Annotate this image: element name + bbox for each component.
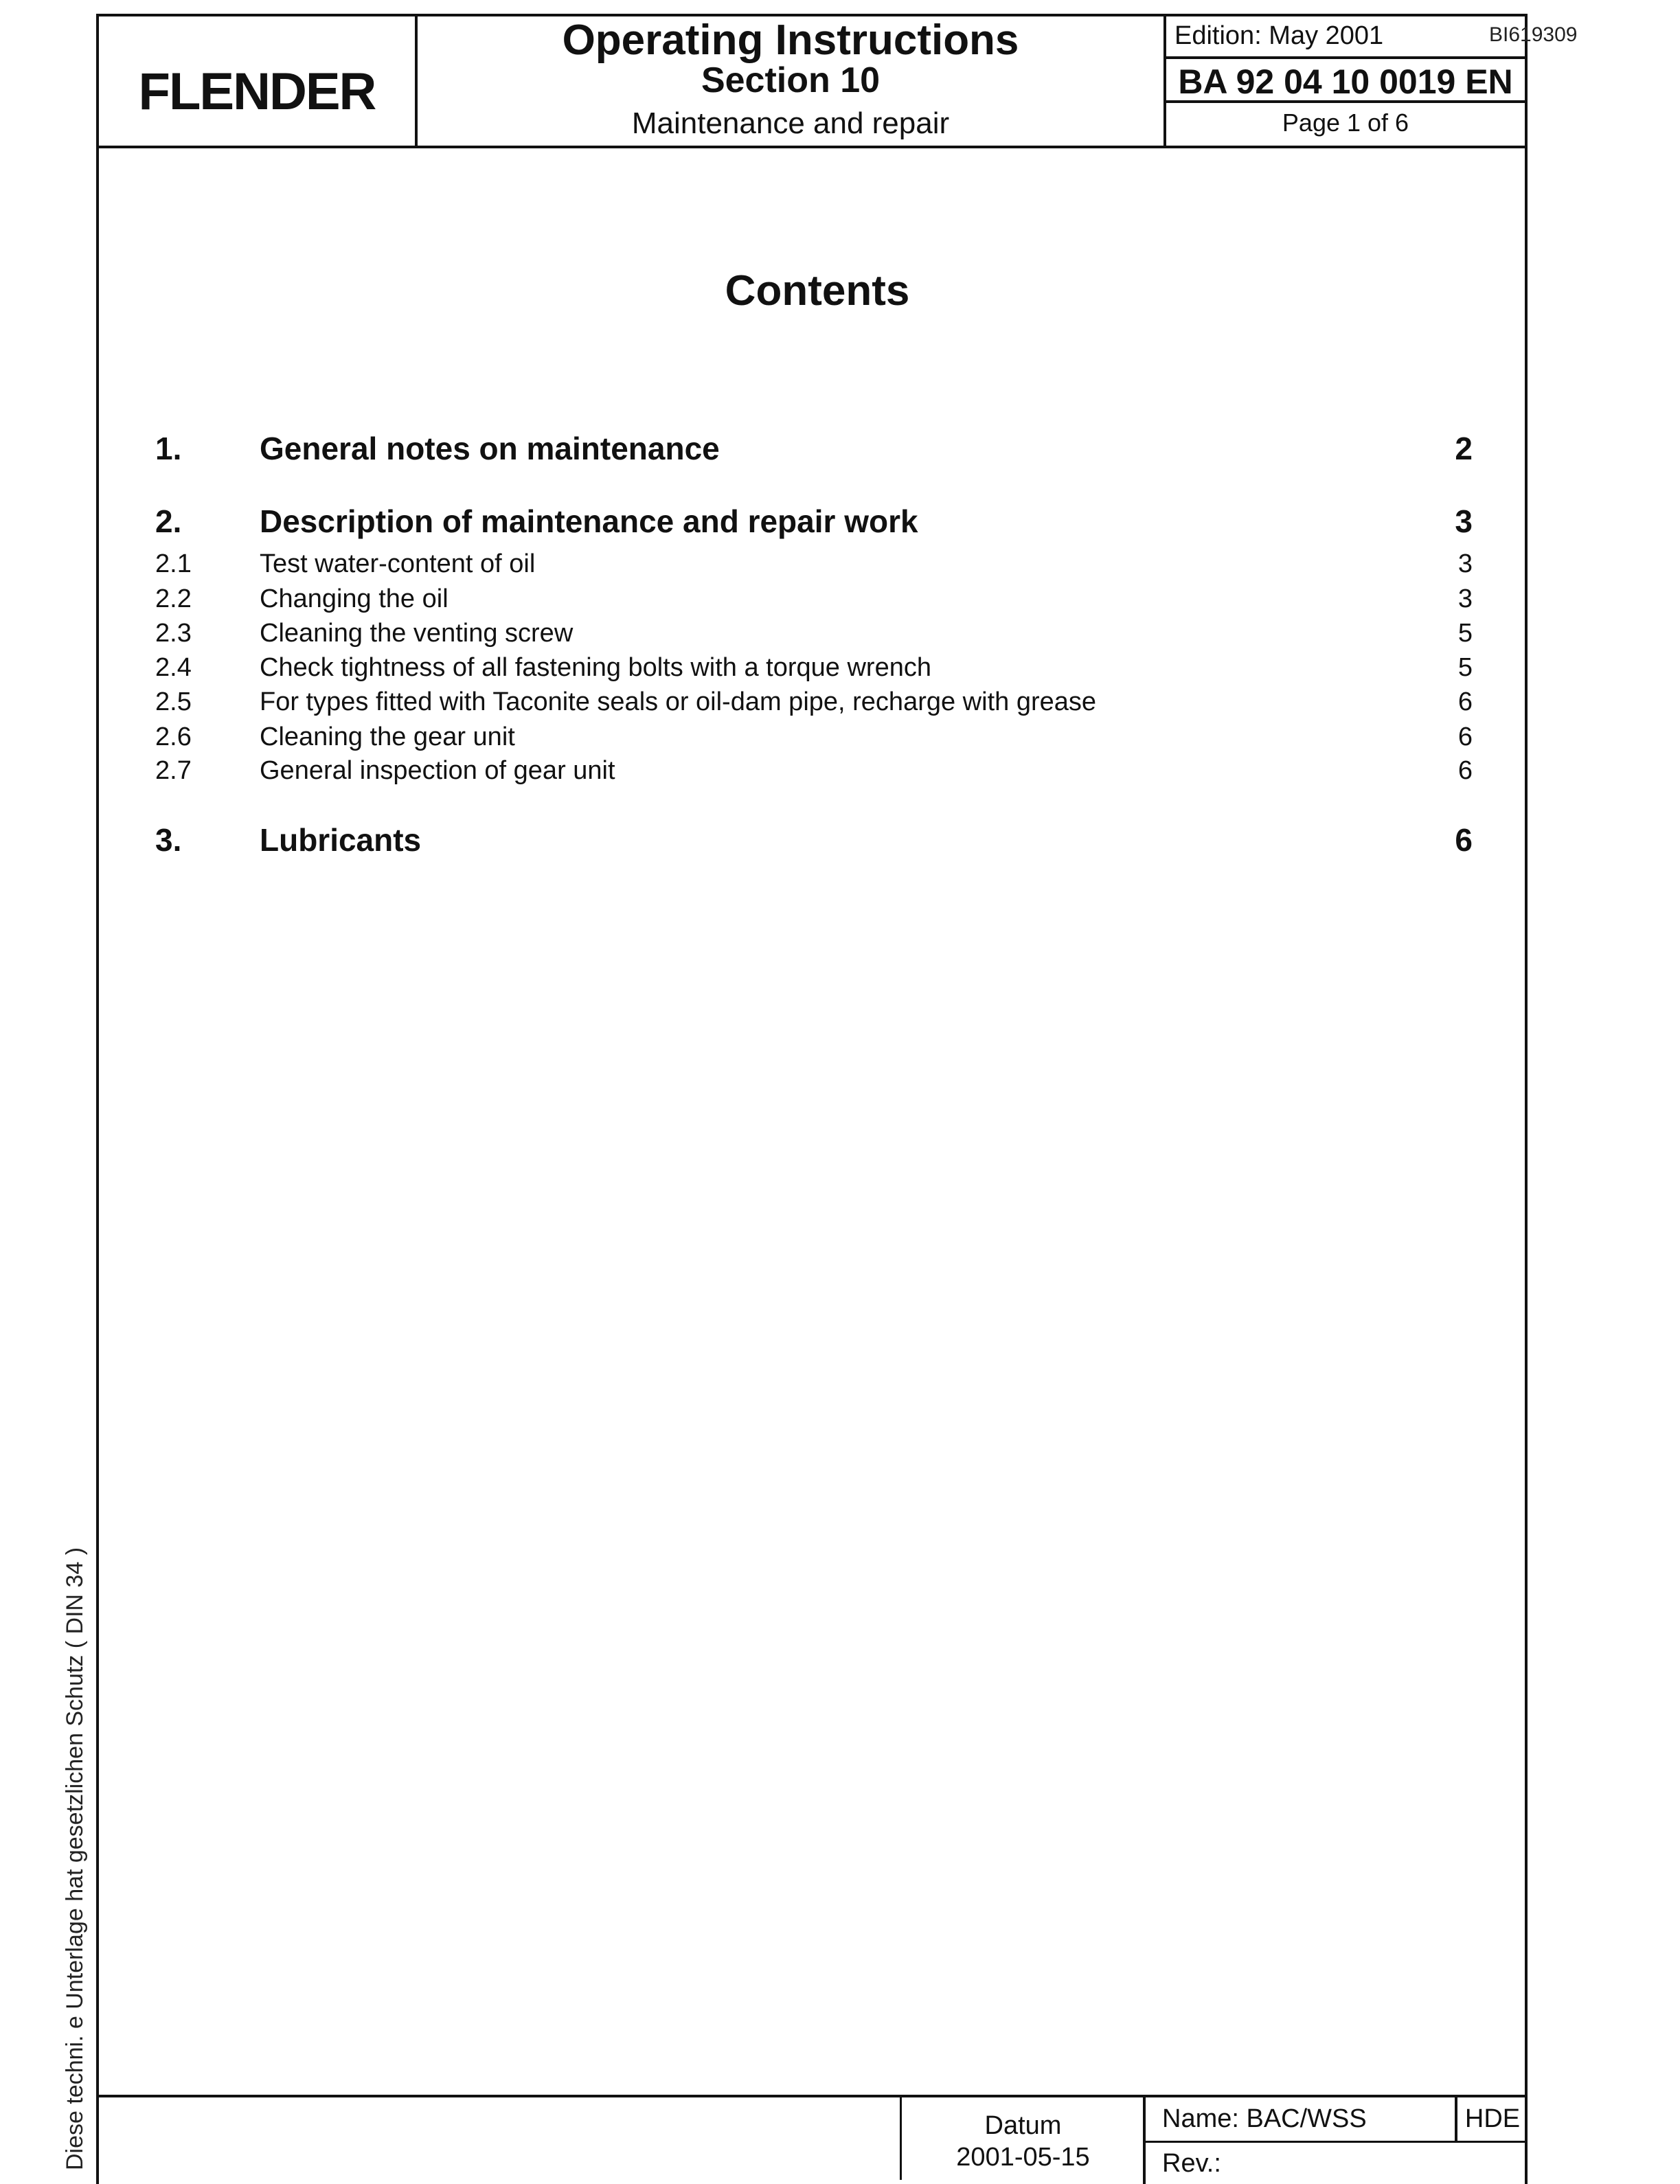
toc-title: Check tightness of all fastening bolts with a torque wrench: [260, 653, 931, 682]
toc-title: Description of maintenance and repair work: [260, 503, 918, 539]
toc-page: 5: [1457, 653, 1473, 682]
edition-label: Edition: May 2001: [1166, 16, 1525, 59]
toc-number: 3.: [155, 822, 182, 858]
page-frame: [96, 14, 1528, 2184]
copyright-notice: Diese techni. e Unterlage hat gesetzlichen Schutz ( DIN 34 ): [62, 1547, 88, 2170]
logo-text: FLENDER: [138, 62, 376, 121]
toc-page: 6: [1457, 687, 1473, 716]
toc-title: Cleaning the gear unit: [260, 723, 515, 751]
toc-page: 6: [1455, 822, 1473, 858]
meta-block: [1166, 16, 1525, 146]
toc-number: 1.: [155, 431, 182, 466]
toc-title: General notes on maintenance: [260, 431, 720, 466]
document-header: [96, 14, 1528, 148]
toc-title: For types fitted with Taconite seals or oil-dam pipe, recharge with grease: [260, 687, 1097, 716]
toc-title: Lubricants: [260, 822, 422, 858]
toc-title: Changing the oil: [260, 584, 449, 613]
toc-page: 3: [1455, 503, 1473, 539]
department-cell: HDE: [1455, 2097, 1528, 2143]
document-title: Operating Instructions: [562, 16, 1019, 64]
toc-title: General inspection of gear unit: [260, 756, 615, 785]
toc-number: 2.1: [155, 549, 192, 578]
toc-number: 2.7: [155, 756, 192, 785]
toc-page: 5: [1457, 619, 1473, 648]
date-cell: [900, 2097, 1144, 2180]
toc-number: 2.3: [155, 619, 192, 648]
revision-cell: Rev.:: [1143, 2143, 1528, 2184]
date-value: 2001-05-15: [956, 2143, 1090, 2172]
toc-number: 2.6: [155, 723, 192, 751]
corner-code: BI619309: [1489, 23, 1578, 46]
toc-title: Test water-content of oil: [260, 549, 536, 578]
toc-number: 2.4: [155, 653, 192, 682]
toc-number: 2.2: [155, 584, 192, 613]
document-footer: [96, 2095, 1528, 2177]
toc-page: 6: [1457, 756, 1473, 785]
page-indicator: Page 1 of 6: [1282, 109, 1409, 137]
toc-number: 2.: [155, 503, 182, 539]
name-cell: Name: BAC/WSS: [1143, 2097, 1455, 2143]
section-label: Section 10: [701, 60, 881, 100]
toc-page: 6: [1457, 723, 1473, 751]
toc-page: 2: [1455, 431, 1473, 466]
document-number: BA 92 04 10 0019 EN: [1166, 59, 1525, 103]
toc-title: Cleaning the venting screw: [260, 619, 574, 648]
company-logo: [99, 16, 418, 146]
title-block: [418, 16, 1166, 146]
contents-heading: Contents: [725, 267, 910, 315]
date-label: Datum: [984, 2111, 1062, 2140]
toc-page: 3: [1457, 584, 1473, 613]
toc-number: 2.5: [155, 687, 192, 716]
toc-page: 3: [1457, 549, 1473, 578]
section-subtitle: Maintenance and repair: [631, 106, 950, 140]
